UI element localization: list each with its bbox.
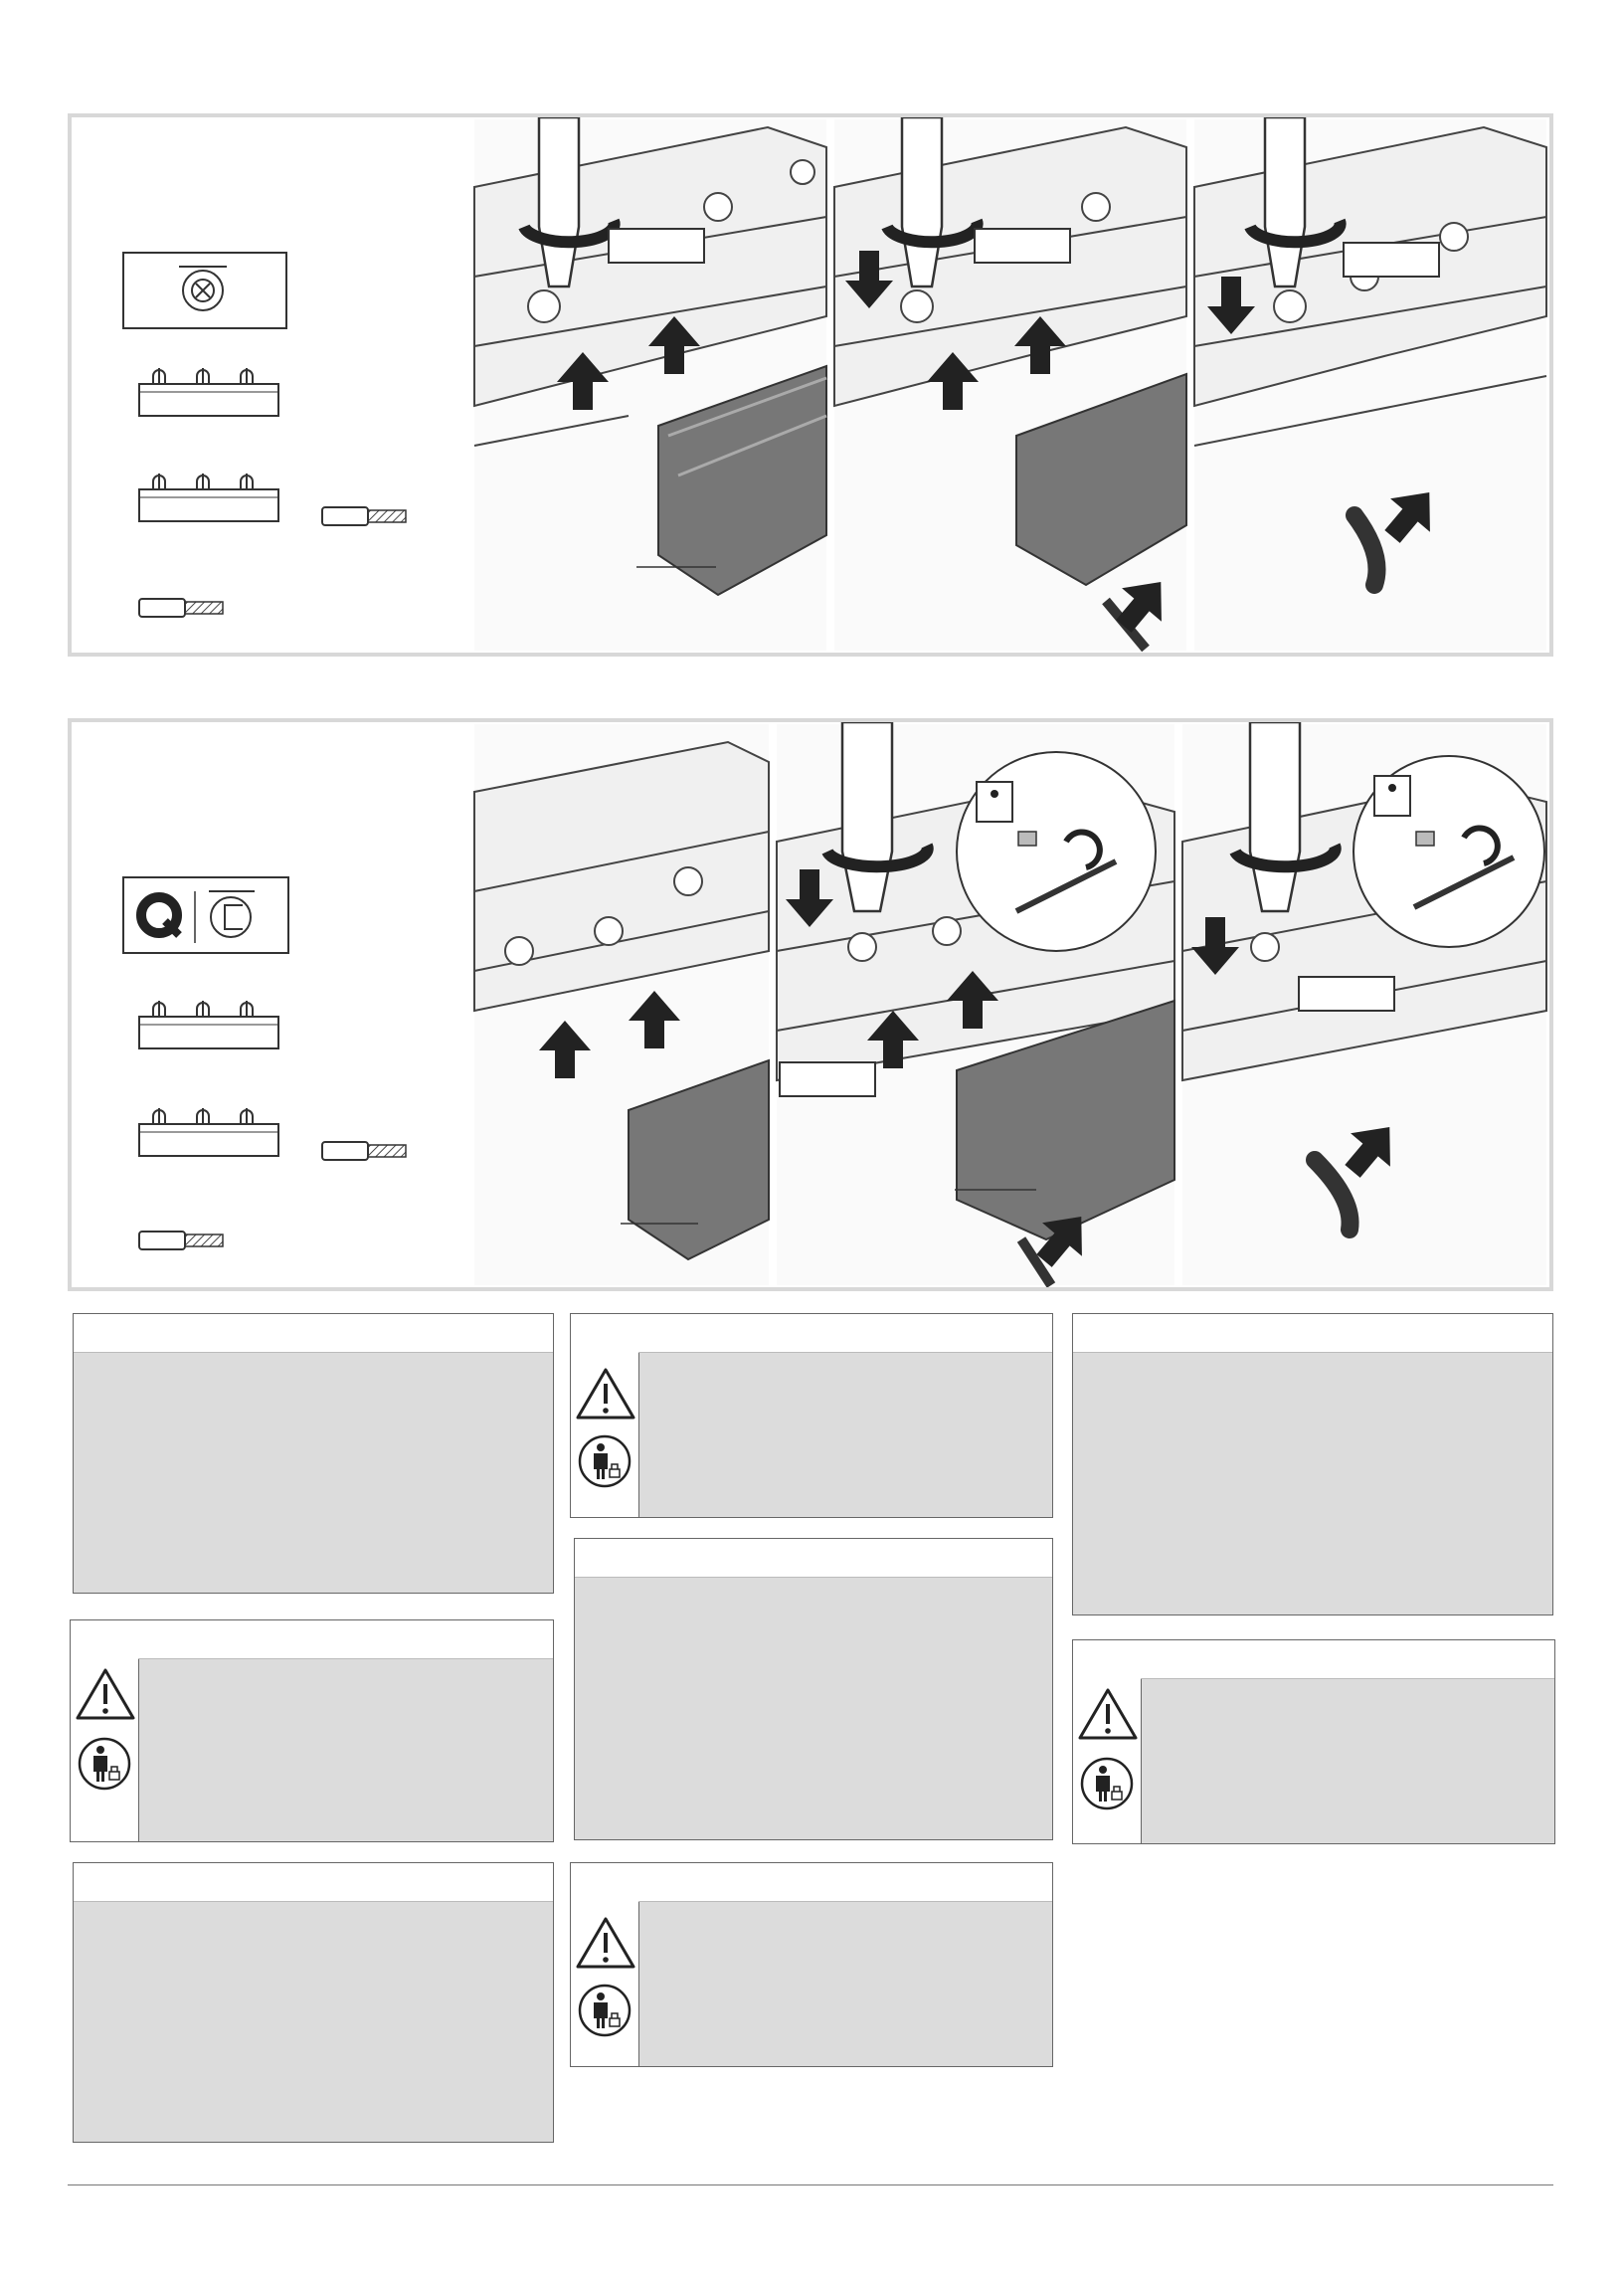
bottom-installation-panel [68,718,1553,1291]
text-box-8 [1072,1639,1555,1844]
quick-connect-symbol [123,877,288,953]
fork-busbar-icon [139,368,278,416]
warning-icons [1073,1640,1142,1843]
warning-icons [571,1314,639,1517]
footer-rule [68,2184,1553,2185]
wire-clamp-step [1182,722,1546,1285]
fork-busbar-with-wire-icon [139,1108,278,1156]
text-box-header [74,1863,553,1902]
text-box-2 [70,1619,554,1842]
top-installation-panel [68,113,1553,657]
warning-triangle-icon [578,1370,633,1418]
screwdriver-loosen-step [474,117,826,651]
text-box-7 [1072,1313,1553,1615]
qualified-electrician-icon [1082,1759,1132,1808]
text-box-header [575,1539,1052,1578]
warning-icons [71,1620,139,1841]
text-box-header [1073,1314,1552,1353]
text-box-1 [73,1313,554,1594]
text-box-header [638,1314,1052,1353]
text-box-header [138,1620,553,1659]
fork-busbar-icon [139,1001,278,1048]
warning-icons [571,1863,639,2066]
stripped-wire-icon [139,599,223,617]
text-box-header [74,1314,553,1353]
qualified-electrician-icon [580,1986,630,2035]
warning-triangle-icon [78,1670,133,1718]
stripped-wire-icon [139,1232,223,1249]
screw-terminal-symbol [123,253,286,328]
warning-triangle-icon [578,1919,633,1967]
fork-busbar-with-wire-icon [139,474,278,521]
stripped-wire-icon [322,507,406,525]
stripped-wire-icon [322,1142,406,1160]
knockout-remove-step [777,722,1174,1285]
text-box-4 [570,1313,1053,1518]
busbar-insert-step [834,117,1186,651]
qualified-electrician-icon [80,1739,129,1789]
qualified-electrician-icon [580,1436,630,1486]
text-box-header [638,1863,1052,1902]
warning-triangle-icon [1080,1690,1136,1738]
text-box-5 [574,1538,1053,1840]
text-box-3 [73,1862,554,2143]
wire-insert-step [1194,117,1546,651]
text-box-6 [570,1862,1053,2067]
busbar-slide-step [474,724,769,1285]
text-box-header [1141,1640,1554,1679]
